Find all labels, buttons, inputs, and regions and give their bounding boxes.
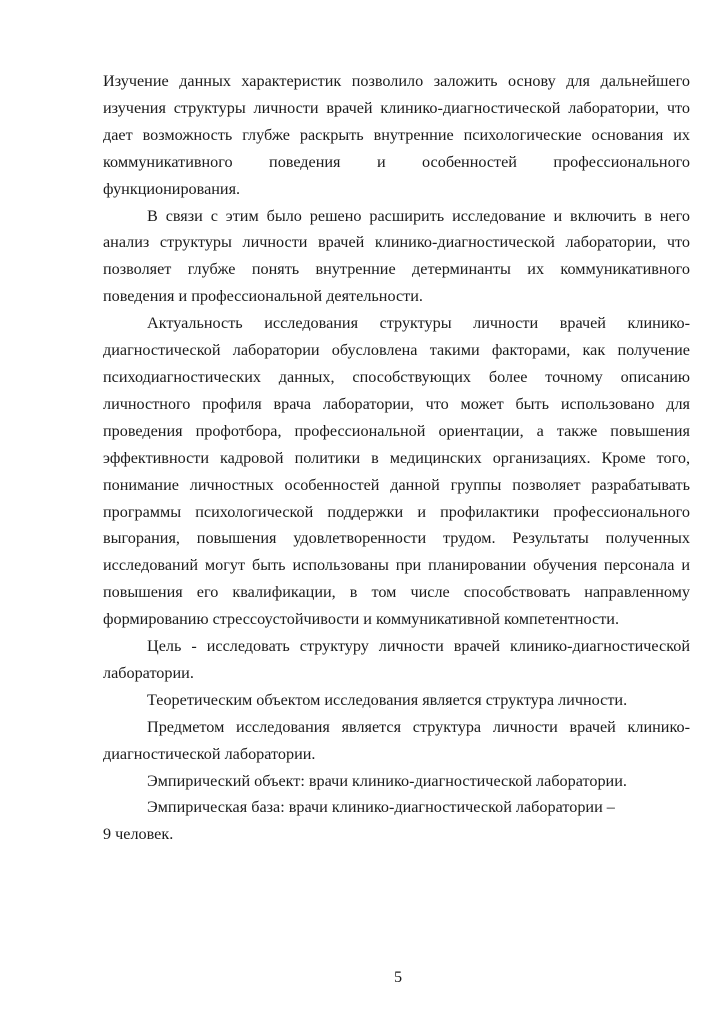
paragraph-empirical-object: Эмпирический объект: врачи клинико-диагностической лаборатории. bbox=[147, 771, 627, 790]
paragraph-goal: Цель - исследовать структуру личности врачей клинико-диагностической лаборатории. bbox=[103, 637, 690, 682]
paragraph-sample-size: 9 человек. bbox=[103, 825, 174, 844]
paragraph-relevance: Актуальность исследования структуры личности врачей клинико-диагностической лаборатории обусловлена такими факторами, как получение психодиагностических данных, способствующих более точному описанию личностного профиля врача лаборатории, что может быть использовано для проведения профотбора, профессиональной ориентации, а также повышения эффективности кадровой политики в медицинских организациях. Кроме того, понимание личностных особенностей данной группы позволяет разрабатывать программы психологической поддержки и профилактики профессионального выгорания, повышения удовлетворенности трудом. Результаты полученных исследований могут быть использованы при планировании обучения персонала и повышения его квалификации, в том числе способствовать направленному формированию стрессоустойчивости и коммуникативной компетентности. bbox=[103, 314, 690, 629]
paragraph-theoretical-object: Теоретическим объектом исследования является структура личности. bbox=[147, 690, 628, 709]
paragraph-subject: Предметом исследования является структура личности врачей клинико-диагностической лаборатории. bbox=[103, 717, 690, 763]
paragraph-intro: Изучение данных характеристик позволило заложить основу для дальнейшего изучения структуры личности врачей клинико-диагностической лаборатории, что дает возможность глубже раскрыть внутренние психологические основания их коммуникативного поведения и особенностей профессионального функционирования. bbox=[103, 72, 690, 198]
paragraph-empirical-base: Эмпирическая база: врачи клинико-диагностической лаборатории – bbox=[147, 798, 615, 817]
page-number: 5 bbox=[393, 968, 403, 986]
paragraph-extension: В связи с этим было решено расширить исследование и включить в него анализ структуры личности врачей клинико-диагностической лаборатории, что позволяет глубже понять внутренние детерминанты их коммуникативного поведения и профессиональной деятельности. bbox=[103, 206, 690, 306]
body-text bbox=[103, 68, 690, 848]
